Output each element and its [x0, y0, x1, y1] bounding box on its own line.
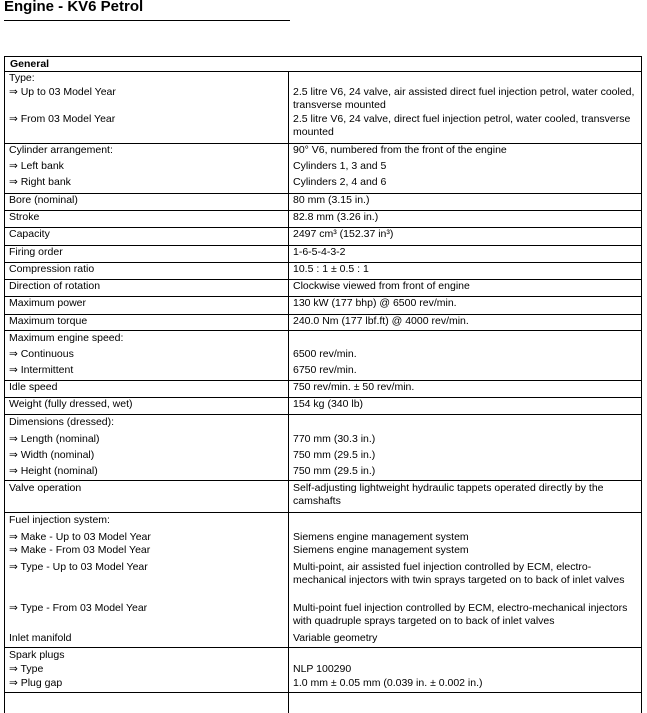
title-underline — [4, 20, 290, 21]
spec-label: Dimensions (dressed): — [9, 416, 115, 428]
spec-label: Capacity — [9, 228, 50, 240]
section-header-label: General — [10, 58, 50, 70]
spec-value: 750 rev/min. ± 50 rev/min. — [293, 381, 415, 393]
spec-label: Maximum torque — [9, 315, 88, 327]
spec-label: Valve operation — [9, 482, 82, 494]
section-header — [5, 57, 641, 72]
spec-label: ⇒ Intermittent — [9, 364, 74, 376]
spec-value: 2.5 litre V6, 24 valve, air assisted direct fuel injection petrol, water cooled, transverse mounted — [293, 86, 635, 111]
spec-value: Multi-point, air assisted fuel injection controlled by ECM, electro-mechanical injectors with twin sprays targeted on to back of inlet valves — [293, 561, 625, 586]
spec-label: Stroke — [9, 211, 40, 223]
spec-label: Maximum engine speed: — [9, 332, 124, 344]
spec-label: ⇒ Length (nominal) — [9, 433, 100, 445]
spec-label: ⇒ Width (nominal) — [9, 449, 95, 461]
table-row — [5, 398, 641, 415]
spec-value: 750 mm (29.5 in.) — [293, 449, 376, 461]
spec-label: Compression ratio — [9, 263, 95, 275]
spec-value: 750 mm (29.5 in.) — [293, 465, 376, 477]
spec-label: ⇒ Up to 03 Model Year — [9, 86, 116, 98]
spec-label: ⇒ Make - Up to 03 Model Year — [9, 531, 151, 543]
spec-label: Weight (fully dressed, wet) — [9, 398, 133, 410]
spec-value: 6500 rev/min. — [293, 348, 357, 360]
table-row — [5, 513, 641, 648]
table-row — [5, 693, 641, 713]
spec-value: 6750 rev/min. — [293, 364, 357, 376]
spec-label: Fuel injection system: — [9, 514, 110, 526]
spec-label: Cylinder arrangement: — [9, 144, 113, 156]
spec-label: ⇒ Height (nominal) — [9, 465, 98, 477]
spec-label: ⇒ Type - From 03 Model Year — [9, 602, 148, 614]
spec-value: 240.0 Nm (177 lbf.ft) @ 4000 rev/min. — [293, 315, 469, 327]
spec-label: ⇒ Right bank — [9, 176, 71, 188]
spec-value: 2497 cm³ (152.37 in³) — [293, 228, 394, 240]
table-row — [5, 194, 641, 211]
table-row — [5, 331, 641, 381]
spec-label: Type: — [9, 72, 35, 84]
spec-value: Cylinders 2, 4 and 6 — [293, 176, 387, 188]
spec-value: Self-adjusting lightweight hydraulic tappets operated directly by the camshafts — [293, 482, 604, 507]
spec-value: Clockwise viewed from front of engine — [293, 280, 470, 292]
spec-value: 80 mm (3.15 in.) — [293, 194, 370, 206]
table-row — [5, 415, 641, 481]
page-title: Engine - KV6 Petrol — [4, 0, 144, 15]
spec-label: ⇒ Left bank — [9, 160, 64, 172]
spec-value: Siemens engine management system — [293, 531, 469, 543]
spec-table-body — [5, 72, 641, 713]
table-row — [5, 297, 641, 315]
table-row — [5, 280, 641, 297]
spec-label: Inlet manifold — [9, 632, 72, 644]
spec-value: Variable geometry — [293, 632, 378, 644]
spec-value: 130 kW (177 bhp) @ 6500 rev/min. — [293, 297, 457, 309]
table-row — [5, 228, 641, 246]
table-row — [5, 72, 641, 144]
spec-label: ⇒ Make - From 03 Model Year — [9, 544, 151, 556]
table-row — [5, 263, 641, 280]
spec-label: Idle speed — [9, 381, 58, 393]
spec-label: ⇒ Type - Up to 03 Model Year — [9, 561, 148, 573]
spec-value: 10.5 : 1 ± 0.5 : 1 — [293, 263, 369, 275]
spec-label: ⇒ Type — [9, 663, 44, 675]
spec-value: 90° V6, numbered from the front of the engine — [293, 144, 507, 156]
table-row — [5, 648, 641, 693]
spec-value: 1-6-5-4-3-2 — [293, 246, 346, 258]
spec-table — [4, 56, 642, 713]
spec-value: Cylinders 1, 3 and 5 — [293, 160, 387, 172]
spec-value: 770 mm (30.3 in.) — [293, 433, 376, 445]
table-row — [5, 246, 641, 263]
spec-label: Direction of rotation — [9, 280, 101, 292]
spec-label: ⇒ Continuous — [9, 348, 74, 360]
spec-label: ⇒ Plug gap — [9, 677, 63, 689]
spec-label: Spark plugs — [9, 649, 65, 661]
spec-label: Bore (nominal) — [9, 194, 78, 206]
table-row — [5, 481, 641, 513]
spec-value: Siemens engine management system — [293, 544, 469, 556]
spec-value: 1.0 mm ± 0.05 mm (0.039 in. ± 0.002 in.) — [293, 677, 483, 689]
table-row — [5, 315, 641, 331]
spec-value: 154 kg (340 lb) — [293, 398, 364, 410]
spec-label: ⇒ From 03 Model Year — [9, 113, 116, 125]
table-row — [5, 381, 641, 398]
spec-value: 82.8 mm (3.26 in.) — [293, 211, 379, 223]
spec-label: Maximum power — [9, 297, 87, 309]
table-row — [5, 211, 641, 228]
spec-label: Firing order — [9, 246, 63, 258]
spec-value: NLP 100290 — [293, 663, 352, 675]
table-row — [5, 144, 641, 194]
spec-value: 2.5 litre V6, 24 valve, direct fuel injection petrol, water cooled, transverse mounted — [293, 113, 631, 138]
spec-value: Multi-point fuel injection controlled by ECM, electro-mechanical injectors with quadruple sprays targeted on to back of inlet valves — [293, 602, 628, 627]
